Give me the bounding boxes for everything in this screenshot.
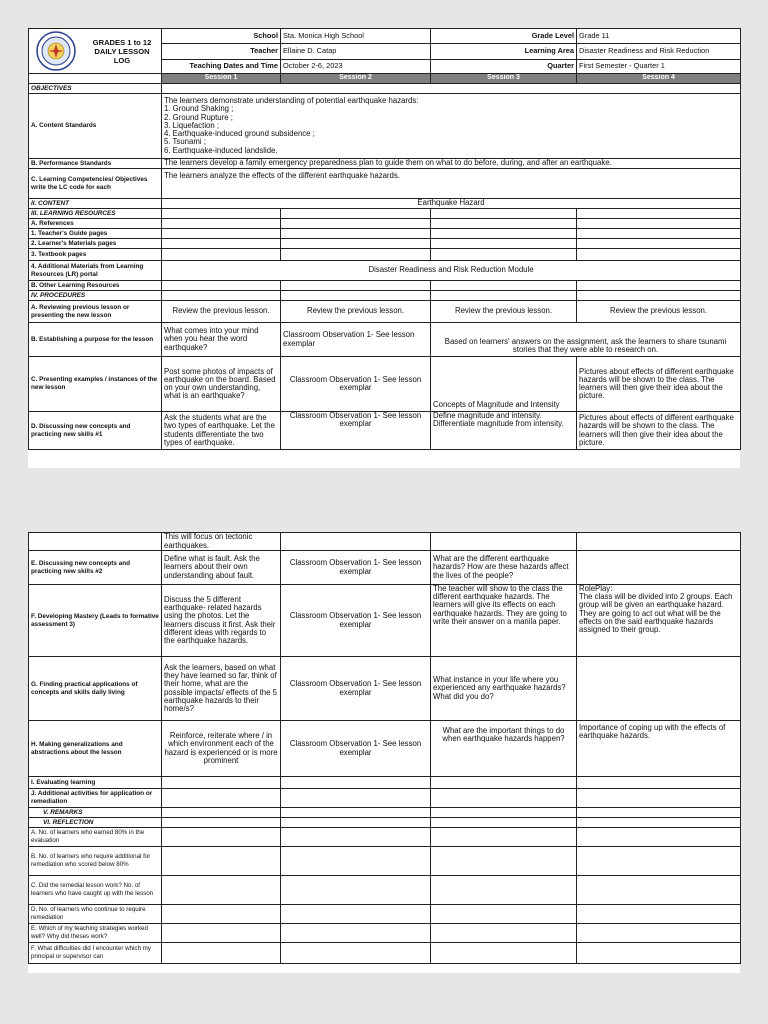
procedure-d-s1: Ask the students what are the two types of earthquake. Let the students differentiate the two types of earthquake. <box>162 412 281 450</box>
school-label: School <box>162 29 281 44</box>
procedure-e-s2: Classroom Observation 1- See lesson exemplar <box>281 551 431 585</box>
dates-label: Teaching Dates and Time <box>162 59 281 73</box>
procedure-f-s1: Discuss the 5 different earthquake- related hazards using the photos. Let the learners discuss it first. Ask their different ideas with regards to the earthquake hazards. <box>162 585 281 657</box>
deped-seal-icon <box>29 31 83 71</box>
continuation-s1: This will focus on tectonic earthquakes. <box>162 533 281 551</box>
evaluating-label: I. Evaluating learning <box>29 777 162 789</box>
dates-value: October 2-6, 2023 <box>281 59 431 73</box>
references-label: A. References <box>29 219 162 229</box>
other-resources-label: B. Other Learning Resources <box>29 281 162 291</box>
procedure-e-s1: Define what is fault. Ask the learners about their own understanding about fault. <box>162 551 281 585</box>
page-1 <box>28 28 740 468</box>
teachers-guide-label: 1. Teacher's Guide pages <box>29 229 162 239</box>
header-logo-cell <box>29 29 162 74</box>
procedure-a-s4: Review the previous lesson. <box>577 301 741 323</box>
reflection-e-label: E. Which of my teaching strategies worked well? Why did theses work? <box>29 924 162 943</box>
procedure-f-s3: The teacher will show to the class the different earthquake hazards. The learners will give its effects on each earthquake hazards. They are going to write their answer on a manila paper. <box>431 585 577 657</box>
quarter-value: First Semester - Quarter 1 <box>577 59 741 73</box>
lr-portal-text: Disaster Readiness and Risk Reduction Module <box>162 261 741 281</box>
procedure-d-label: D. Discussing new concepts and practicing new skills #1 <box>29 412 162 450</box>
teacher-value: Ellaine D. Catap <box>281 44 431 59</box>
procedure-f-s4: RolePlay: The class will be divided into 2 groups. Each group will be given an earthquake hazard. They are going to act out what will be the effects on the said earthquake hazards assigned to their group. <box>579 584 733 635</box>
procedure-a-s2: Review the previous lesson. <box>281 301 431 323</box>
procedure-g-label: G. Finding practical applications of concepts and skills daily living <box>29 657 162 721</box>
title-line-1: GRADES 1 to 12 <box>92 37 152 47</box>
content-standards-label: A. Content Standards <box>29 94 162 159</box>
session-4-header: Session 4 <box>577 74 741 84</box>
procedure-f-s2: Classroom Observation 1- See lesson exemplar <box>281 585 431 657</box>
procedure-d-s2: Classroom Observation 1- See lesson exemplar <box>281 412 431 450</box>
procedure-a-s3: Review the previous lesson. <box>431 301 577 323</box>
quarter-label: Quarter <box>431 59 577 73</box>
performance-standards-label: B. Performance Standards <box>29 159 162 169</box>
grade-level-label: Grade Level <box>431 29 577 44</box>
resources-heading: III. LEARNING RESOURCES <box>29 209 162 219</box>
procedure-g-s3: What instance in your life where you experienced any earthquake hazards? What did you do? <box>431 657 577 721</box>
procedure-h-label: H. Making generalizations and abstractions about the lesson <box>29 721 162 777</box>
procedure-c-label: C. Presenting examples / instances of the new lesson <box>29 357 162 412</box>
grade-level-value: Grade 11 <box>577 29 741 44</box>
procedure-c-s3: Concepts of Magnitude and Intensity <box>431 357 577 412</box>
reflection-a-label: A. No. of learners who earned 80% in the evaluation <box>29 828 162 847</box>
competencies-text: The learners analyze the effects of the different earthquake hazards. <box>162 169 741 199</box>
procedure-h-s3: What are the important things to do when earthquake hazards happen? <box>431 721 577 777</box>
session-header-blank <box>29 74 162 84</box>
reflection-b-label: B. No. of learners who require additional for remediation who scored below 80% <box>29 847 162 876</box>
procedures-heading: IV. PROCEDURES <box>29 291 162 301</box>
performance-standards-text: The learners develop a family emergency preparedness plan to guide them on what to do before, during, and after an earthquake. <box>162 159 741 169</box>
procedure-d-s3: Define magnitude and intensity. Differentiate magnitude from intensity. <box>431 412 577 450</box>
lr-portal-label: 4. Additional Materials from Learning Resources (LR) portal <box>29 261 162 281</box>
school-value: Sta. Monica High School <box>281 29 431 44</box>
procedure-g-s2: Classroom Observation 1- See lesson exemplar <box>281 657 431 721</box>
content-text: Earthquake Hazard <box>162 199 741 209</box>
content-heading: II. CONTENT <box>29 199 162 209</box>
title-line-2: DAILY LESSON <box>94 46 150 56</box>
procedure-g-s1: Ask the learners, based on what they have learned so far, think of their home, what are the possible impacts/ effects of the 5 earthquake hazards to their home/s? <box>162 657 281 721</box>
remarks-heading: V. REMARKS <box>29 808 162 818</box>
procedure-b-s34: Based on learners' answers on the assignment, ask the learners to share tsunami stories that they were able to research on. <box>431 323 741 357</box>
procedure-h-s1: Reinforce, reiterate where / in which environment each of the hazard is experienced or is more prominent <box>162 721 281 777</box>
teacher-label: Teacher <box>162 44 281 59</box>
procedure-h-s2: Classroom Observation 1- See lesson exemplar <box>281 721 431 777</box>
reflection-c-label: C. Did the remedial lesson work? No. of learners who have caught up with the lesson <box>29 876 162 905</box>
title-line-3: LOG <box>113 55 131 65</box>
session-3-header: Session 3 <box>431 74 577 84</box>
content-standards-text: The learners demonstrate understanding of potential earthquake hazards: 1. Ground Shaking ; 2. Ground Rupture ; 3. Liquefaction ; 4. Earthquake-induced ground subsidence ; 5. Tsunami ; 6. Earthquake-induced landslide. <box>164 96 419 155</box>
textbook-label: 3. Textbook pages <box>29 249 162 261</box>
procedure-b-s2: Classroom Observation 1- See lesson exemplar <box>281 323 431 357</box>
dll-table-page1 <box>28 28 741 450</box>
procedure-b-s1: What comes into your mind when you hear the word earthquake? <box>162 323 281 357</box>
procedure-f-label: F. Developing Mastery (Leads to formative assessment 3) <box>29 585 162 657</box>
reflection-heading: VI. REFLECTION <box>29 818 162 828</box>
dll-table-page2 <box>28 532 741 964</box>
procedure-a-label: A. Reviewing previous lesson or presenting the new lesson <box>29 301 162 323</box>
procedure-c-s4: Pictures about effects of different earthquake hazards will be shown to the class. The learners will then give their idea about the picture. <box>577 357 741 412</box>
session-2-header: Session 2 <box>281 74 431 84</box>
procedure-c-s1: Post some photos of impacts of earthquake on the board. Based on your own understanding, what is an earthquake? <box>162 357 281 412</box>
procedure-c-s2: Classroom Observation 1- See lesson exemplar <box>281 357 431 412</box>
procedure-b-label: B. Establishing a purpose for the lesson <box>29 323 162 357</box>
learning-area-value: Disaster Readiness and Risk Reduction <box>577 44 741 59</box>
reflection-f-label: F. What difficulties did I encounter which my principal or supervisor can <box>29 943 162 964</box>
procedure-e-s3: What are the different earthquake hazards? How are these hazards affect the lives of the people? <box>431 551 577 585</box>
session-1-header: Session 1 <box>162 74 281 84</box>
competencies-label: C. Learning Competencies/ Objectives write the LC code for each <box>29 169 162 199</box>
learners-materials-label: 2. Learner's Materials pages <box>29 239 162 249</box>
procedure-d-s4: Pictures about effects of different earthquake hazards will be shown to the class. The learners will then give their idea about the picture. <box>577 412 741 450</box>
learning-area-label: Learning Area <box>431 44 577 59</box>
procedure-e-label: E. Discussing new concepts and practicing new skills #2 <box>29 551 162 585</box>
procedure-h-s4: Importance of coping up with the effects of earthquake hazards. <box>577 721 741 777</box>
procedure-a-s1: Review the previous lesson. <box>162 301 281 323</box>
additional-activities-label: J. Additional activities for application or remediation <box>29 789 162 808</box>
objectives-heading: OBJECTIVES <box>29 84 162 94</box>
page-2 <box>28 532 740 973</box>
reflection-d-label: D. No. of learners who continue to require remediation <box>29 905 162 924</box>
